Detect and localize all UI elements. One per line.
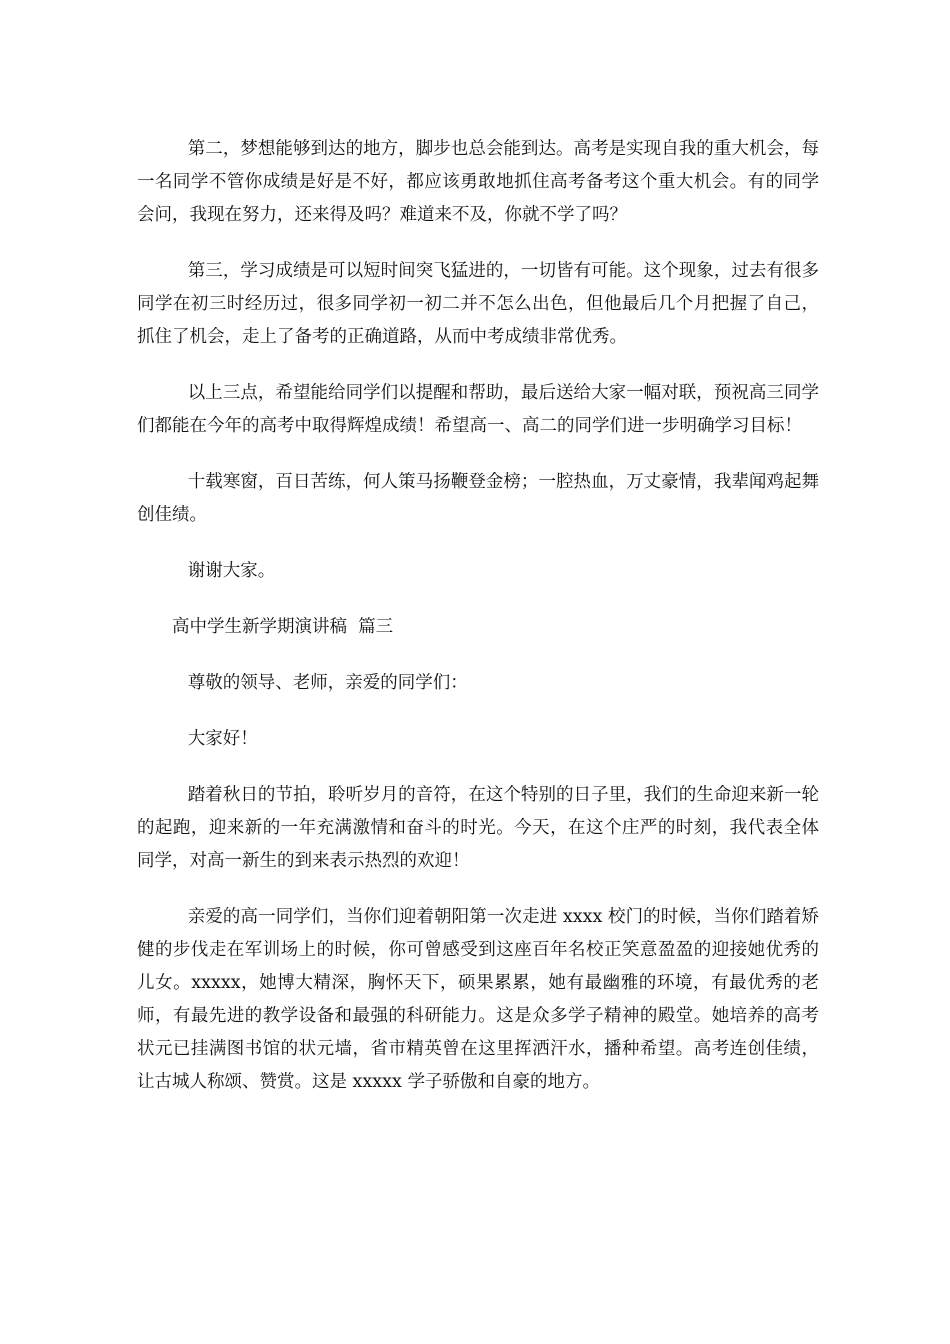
paragraph-second-point: 第二，梦想能够到达的地方，脚步也总会能到达。高考是实现自我的重大机会，每一名同学不管你成绩是好是不好，都应该勇敢地抓住高考备考这个重大机会。有的同学会问，我现在努力，还来得及吗？难道来不及，你就不学了吗？ <box>137 139 819 225</box>
paragraph-couplet: 十载寒窗，百日苦练，何人策马扬鞭登金榜；一腔热血，万丈豪情，我辈闻鸡起舞创佳绩。 <box>137 472 819 525</box>
paragraph-thanks: 谢谢大家。 <box>187 561 276 581</box>
paragraph-summary: 以上三点，希望能给同学们以提醒和帮助，最后送给大家一幅对联，预祝高三同学们都能在今年的高考中取得辉煌成绩！希望高一、高二的同学们进一步明确学习目标！ <box>137 383 819 436</box>
paragraph-school-intro: 亲爱的高一同学们，当你们迎着朝阳第一次走进 xxxx 校门的时候，当你们踏着矫健的步伐走在军训场上的时候，你可曾感受到这座百年名校正笑意盈盈的迎接她优秀的儿女。xxxxx，她博大精深，胸怀天下，硕果累累，她有最幽雅的环境，有最优秀的老师，有最先进的教学设备和最强的科研能力。这是众多学子精神的殿堂。她培养的高考状元已挂满图书馆的状元墙，省市精英曾在这里挥洒汗水，播种希望。高考连创佳绩，让古城人称颂、赞赏。这是 xxxxx 学子骄傲和自豪的地方。 <box>137 907 819 1092</box>
paragraph-third-point: 第三，学习成绩是可以短时间突飞猛进的，一切皆有可能。这个现象，过去有很多同学在初三时经历过，很多同学初一初二并不怎么出色，但他最后几个月把握了自己，抓住了机会，走上了备考的正确道路，从而中考成绩非常优秀。 <box>137 261 819 347</box>
section-title: 高中学生新学期演讲稿 篇三 <box>172 617 394 637</box>
paragraph-welcome: 踏着秋日的节拍，聆听岁月的音符，在这个特别的日子里，我们的生命迎来新一轮的起跑，迎来新的一年充满激情和奋斗的时光。今天，在这个庄严的时刻，我代表全体同学，对高一新生的到来表示热烈的欢迎！ <box>137 785 819 871</box>
document-body <box>137 133 819 1122</box>
paragraph-salutation: 尊敬的领导、老师，亲爱的同学们： <box>187 673 468 693</box>
paragraph-greeting: 大家好！ <box>187 729 258 749</box>
